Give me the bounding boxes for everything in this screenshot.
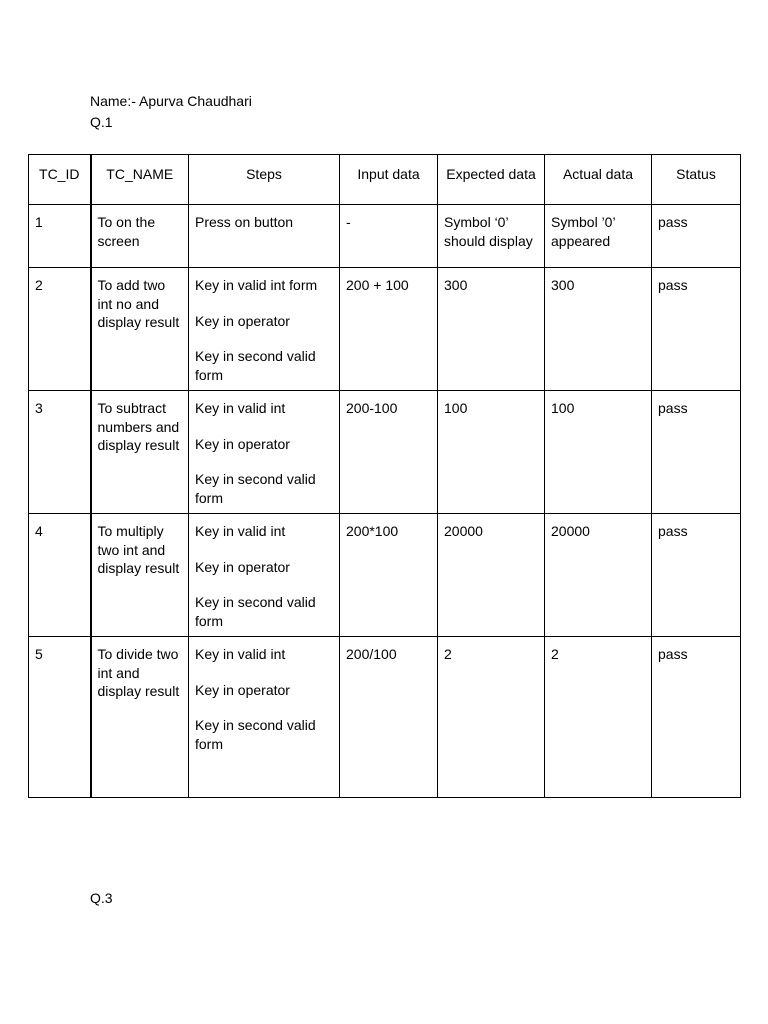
- table-row: [29, 391, 741, 514]
- input-data-cell: 200*100: [340, 514, 438, 637]
- input-data-cell: -: [340, 205, 438, 268]
- tc-id-cell: 1: [29, 205, 91, 268]
- student-name: Name:- Apurva Chaudhari: [90, 93, 252, 109]
- tc-name-cell: To subtract numbers and display result: [91, 391, 189, 514]
- tc-name-cell: To multiply two int and display result: [91, 514, 189, 637]
- step-text: Key in operator: [195, 435, 290, 452]
- tc-id-cell: 5: [29, 637, 91, 798]
- question-3-label: Q.3: [90, 890, 113, 906]
- step-text: Key in valid int: [195, 400, 286, 416]
- column-header-input-data: Input data: [340, 155, 438, 205]
- expected-data-cell: 20000: [438, 514, 545, 637]
- input-data-cell: 200-100: [340, 391, 438, 514]
- table-row: [29, 268, 741, 391]
- step-text: Key in operator: [195, 681, 290, 698]
- actual-data-cell: 20000: [545, 514, 652, 637]
- step-text: Key in valid int form: [195, 277, 318, 293]
- steps-cell: [189, 514, 340, 637]
- tc-name-cell: To divide two int and display result: [91, 637, 189, 798]
- status-cell: pass: [652, 514, 741, 637]
- status-cell: pass: [652, 637, 741, 798]
- steps-cell: [189, 391, 340, 514]
- step-text: Key in second valid form: [195, 717, 316, 752]
- actual-data-cell: 100: [545, 391, 652, 514]
- column-header-actual-data: Actual data: [545, 155, 652, 205]
- step-text: Key in valid int: [195, 646, 286, 662]
- tc-id-cell: 3: [29, 391, 91, 514]
- tc-name-cell: To on the screen: [91, 205, 189, 268]
- status-cell: pass: [652, 268, 741, 391]
- table-row: [29, 637, 741, 798]
- step-text: Key in second valid form: [195, 471, 316, 506]
- table-header-row: [29, 155, 741, 205]
- test-case-table: [28, 154, 741, 798]
- tc-id-cell: 2: [29, 268, 91, 391]
- status-cell: pass: [652, 205, 741, 268]
- tc-name-cell: To add two int no and display result: [91, 268, 189, 391]
- tc-id-cell: 4: [29, 514, 91, 637]
- input-data-cell: 200/100: [340, 637, 438, 798]
- steps-cell: [189, 637, 340, 798]
- question-1-label: Q.1: [90, 114, 113, 130]
- step-text: Key in second valid form: [195, 348, 316, 383]
- actual-data-cell: 300: [545, 268, 652, 391]
- status-cell: pass: [652, 391, 741, 514]
- expected-data-cell: Symbol ‘0’ should display: [438, 205, 545, 268]
- step-text: Press on button: [195, 214, 294, 230]
- expected-data-cell: 2: [438, 637, 545, 798]
- step-text: Key in valid int: [195, 523, 286, 539]
- actual-data-cell: Symbol ’0’ appeared: [545, 205, 652, 268]
- input-data-cell: 200 + 100: [340, 268, 438, 391]
- step-text: Key in operator: [195, 312, 290, 329]
- column-header-status: Status: [652, 155, 741, 205]
- step-text: Key in second valid form: [195, 594, 316, 629]
- expected-data-cell: 100: [438, 391, 545, 514]
- column-header-tc-name: TC_NAME: [91, 155, 189, 205]
- steps-cell: [189, 268, 340, 391]
- steps-cell: [189, 205, 340, 268]
- step-text: Key in operator: [195, 558, 290, 575]
- expected-data-cell: 300: [438, 268, 545, 391]
- actual-data-cell: 2: [545, 637, 652, 798]
- column-header-expected-data: Expected data: [438, 155, 545, 205]
- column-header-tc-id: TC_ID: [29, 155, 91, 205]
- table-row: [29, 205, 741, 268]
- table-row: [29, 514, 741, 637]
- column-header-steps: Steps: [189, 155, 340, 205]
